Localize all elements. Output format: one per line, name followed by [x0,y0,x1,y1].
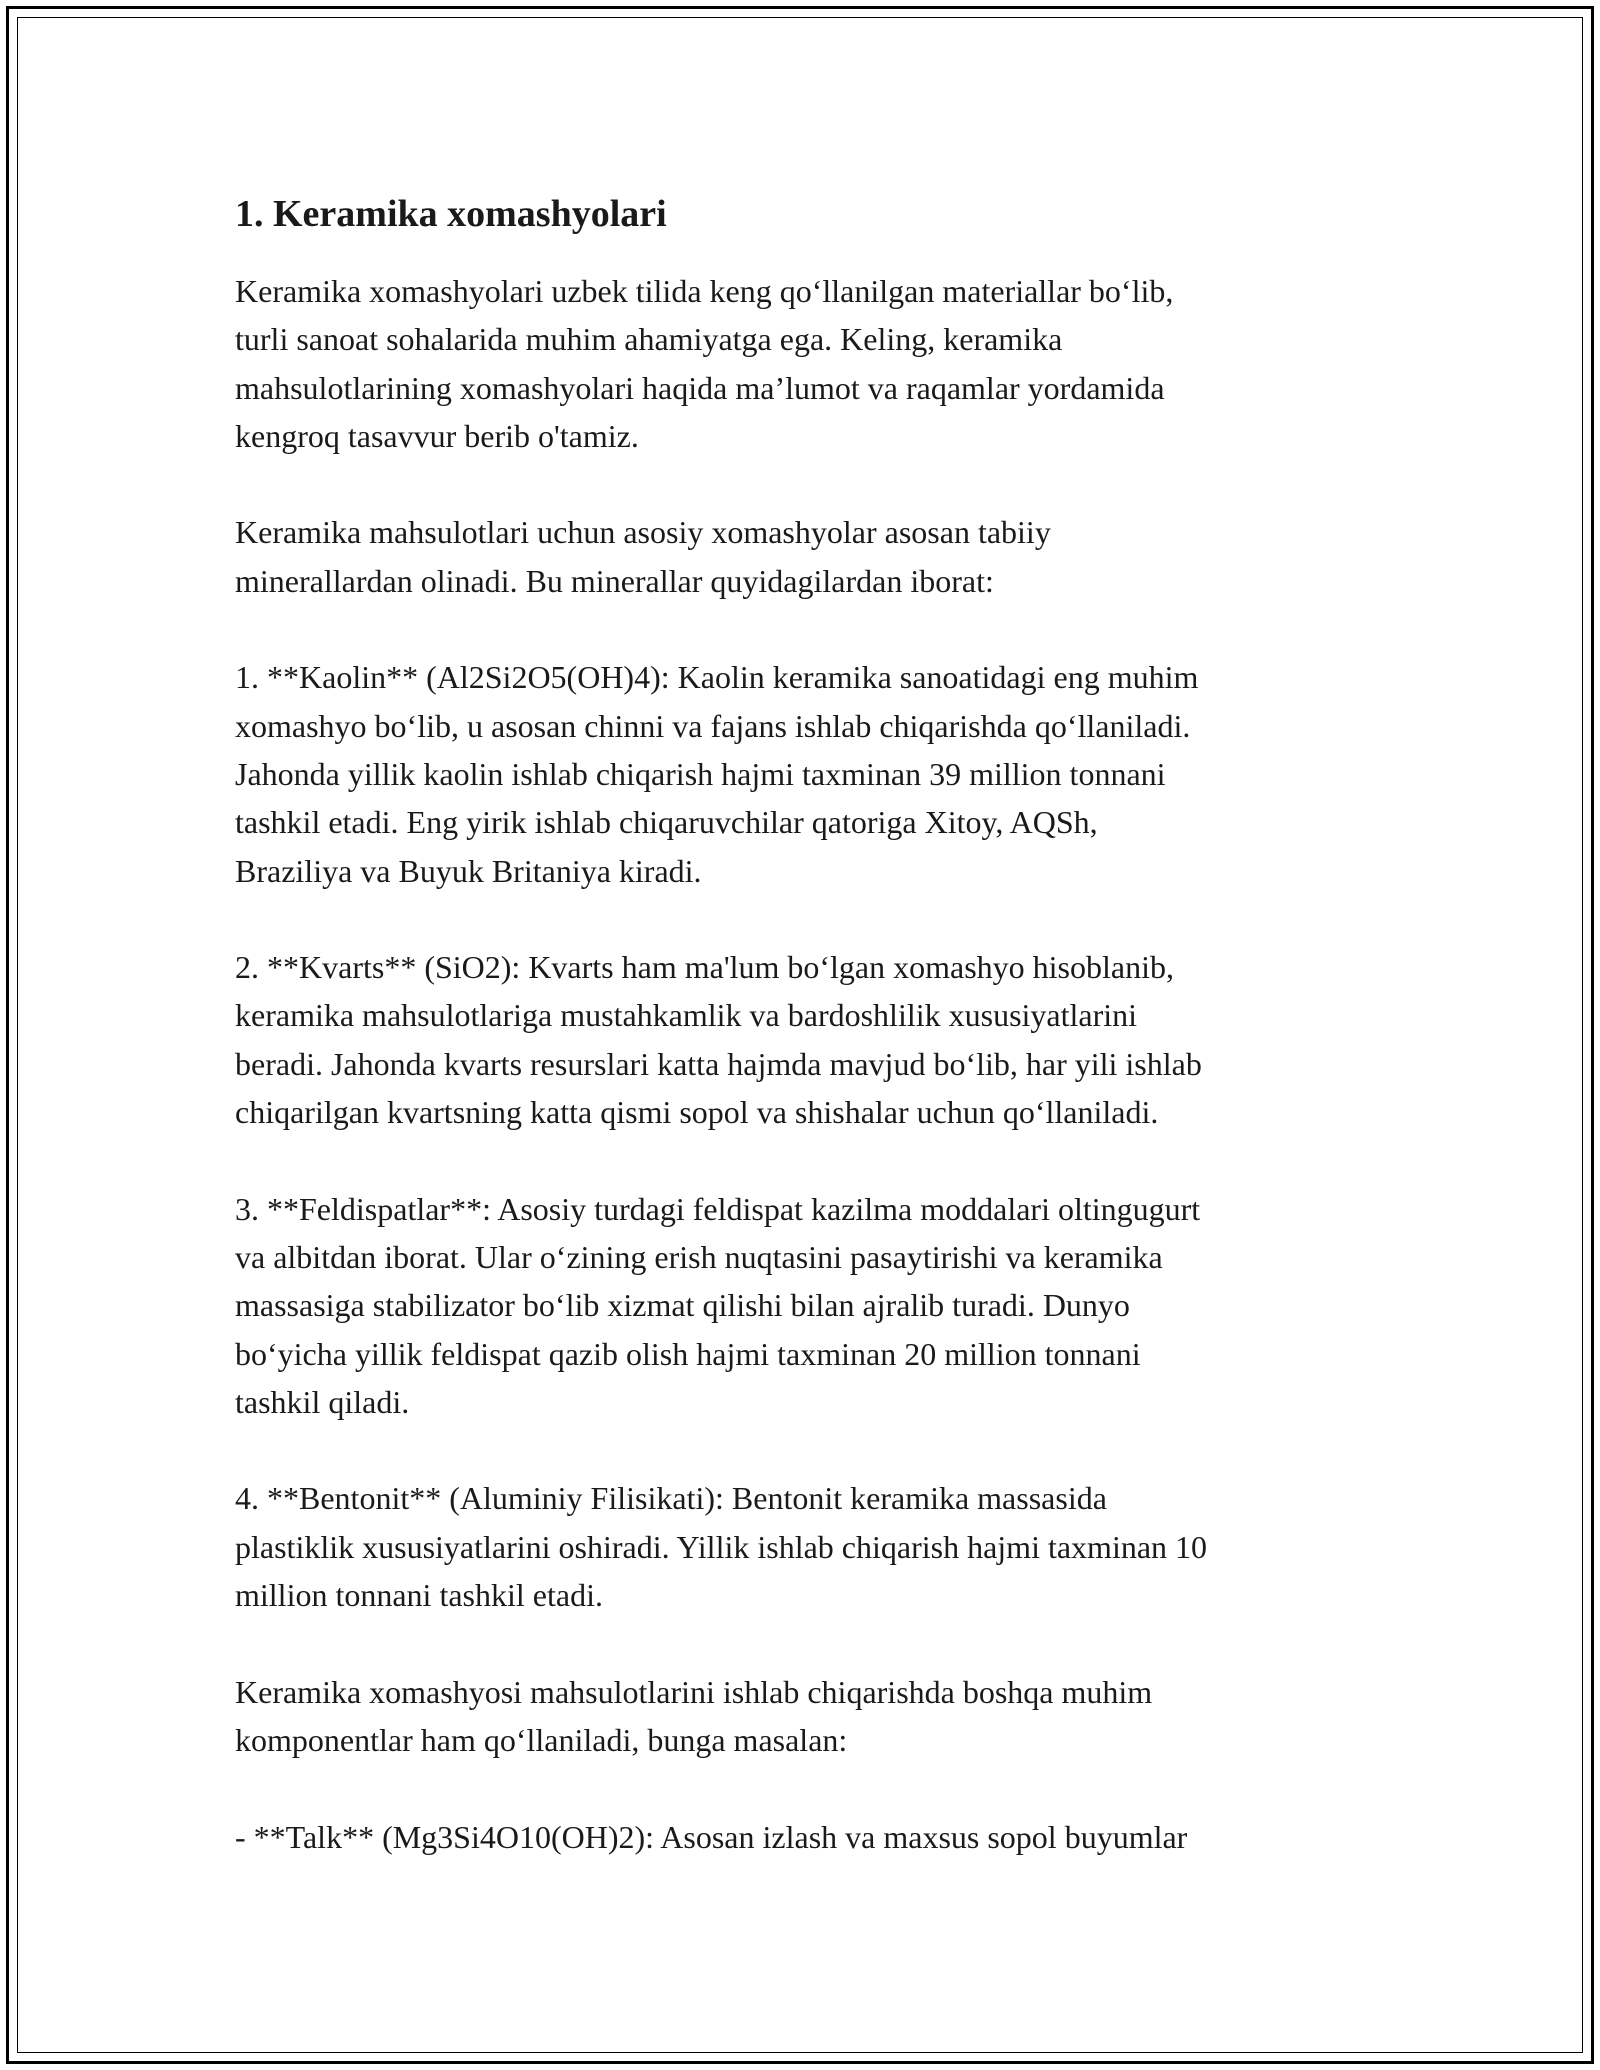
paragraph [235,1668,1375,1765]
text-line: 3. **Feldispatlar**: Asosiy turdagi feldispat kazilma moddalari oltingugurt [235,1190,1201,1227]
text-line: chiqarilgan kvartsning katta qismi sopol va shishalar uchun qo‘llaniladi. [235,1094,1159,1131]
text-line: massasiga stabilizator bo‘lib xizmat qilishi bilan ajralib turadi. Dunyo [235,1287,1130,1324]
text-line: Braziliya va Buyuk Britaniya kiradi. [235,852,702,889]
text-line: tashkil etadi. Eng yirik ishlab chiqaruvchilar qatoriga Xitoy, AQSh, [235,804,1098,841]
paragraph [235,1185,1375,1426]
text-line: plastiklik xususiyatlarini oshiradi. Yillik ishlab chiqarish hajmi taxminan 10 [235,1528,1208,1565]
text-line: tashkil qiladi. [235,1383,410,1420]
text-line: beradi. Jahonda kvarts resurslari katta hajmda mavjud bo‘lib, har yili ishlab [235,1045,1202,1082]
paragraph [235,653,1375,894]
text-line: - **Talk** (Mg3Si4O10(OH)2): Asosan izlash va maxsus sopol buyumlar [235,1818,1188,1855]
paragraph [235,267,1375,460]
text-line: komponentlar ham qo‘llaniladi, bunga masalan: [235,1721,848,1758]
text-line: Keramika mahsulotlari uchun asosiy xomashyolar asosan tabiiy [235,514,1051,551]
document-title: 1. Keramika xomashyolari [235,193,667,235]
text-line: 2. **Kvarts** (SiO2): Kvarts ham ma'lum bo‘lgan xomashyo hisoblanib, [235,949,1174,986]
paragraph [235,1474,1375,1619]
text-line: Keramika xomashyosi mahsulotlarini ishlab chiqarishda boshqa muhim [235,1673,1153,1710]
text-line: 1. **Kaolin** (Al2Si2O5(OH)4): Kaolin keramika sanoatidagi eng muhim [235,659,1199,696]
text-line: keramika mahsulotlariga mustahkamlik va bardoshlilik xususiyatlarini [235,997,1138,1034]
text-line: minerallardan olinadi. Bu minerallar quyidagilardan iborat: [235,562,994,599]
text-line: kengroq tasavvur berib o'tamiz. [235,417,639,454]
text-line: va albitdan iborat. Ular o‘zining erish nuqtasini pasaytirishi va keramika [235,1238,1163,1275]
text-line: mahsulotlarining xomashyolari haqida ma’lumot va raqamlar yordamida [235,369,1165,406]
text-line: bo‘yicha yillik feldispat qazib olish hajmi taxminan 20 million tonnani [235,1335,1141,1372]
text-line: turli sanoat sohalarida muhim ahamiyatga ega. Keling, keramika [235,321,1063,358]
document-body [235,185,1375,1909]
paragraph [235,1813,1375,1861]
text-line: million tonnani tashkil etadi. [235,1577,603,1614]
paragraph-list [235,267,1375,1861]
text-line: 4. **Bentonit** (Aluminiy Filisikati): Bentonit keramika massasida [235,1480,1107,1517]
paragraph [235,943,1375,1136]
text-line: Keramika xomashyolari uzbek tilida keng qo‘llanilgan materiallar bo‘lib, [235,273,1174,309]
text-line: Jahonda yillik kaolin ishlab chiqarish hajmi taxminan 39 million tonnani [235,755,1166,792]
text-line: xomashyo bo‘lib, u asosan chinni va fajans ishlab chiqarishda qo‘llaniladi. [235,707,1191,744]
paragraph [235,508,1375,605]
